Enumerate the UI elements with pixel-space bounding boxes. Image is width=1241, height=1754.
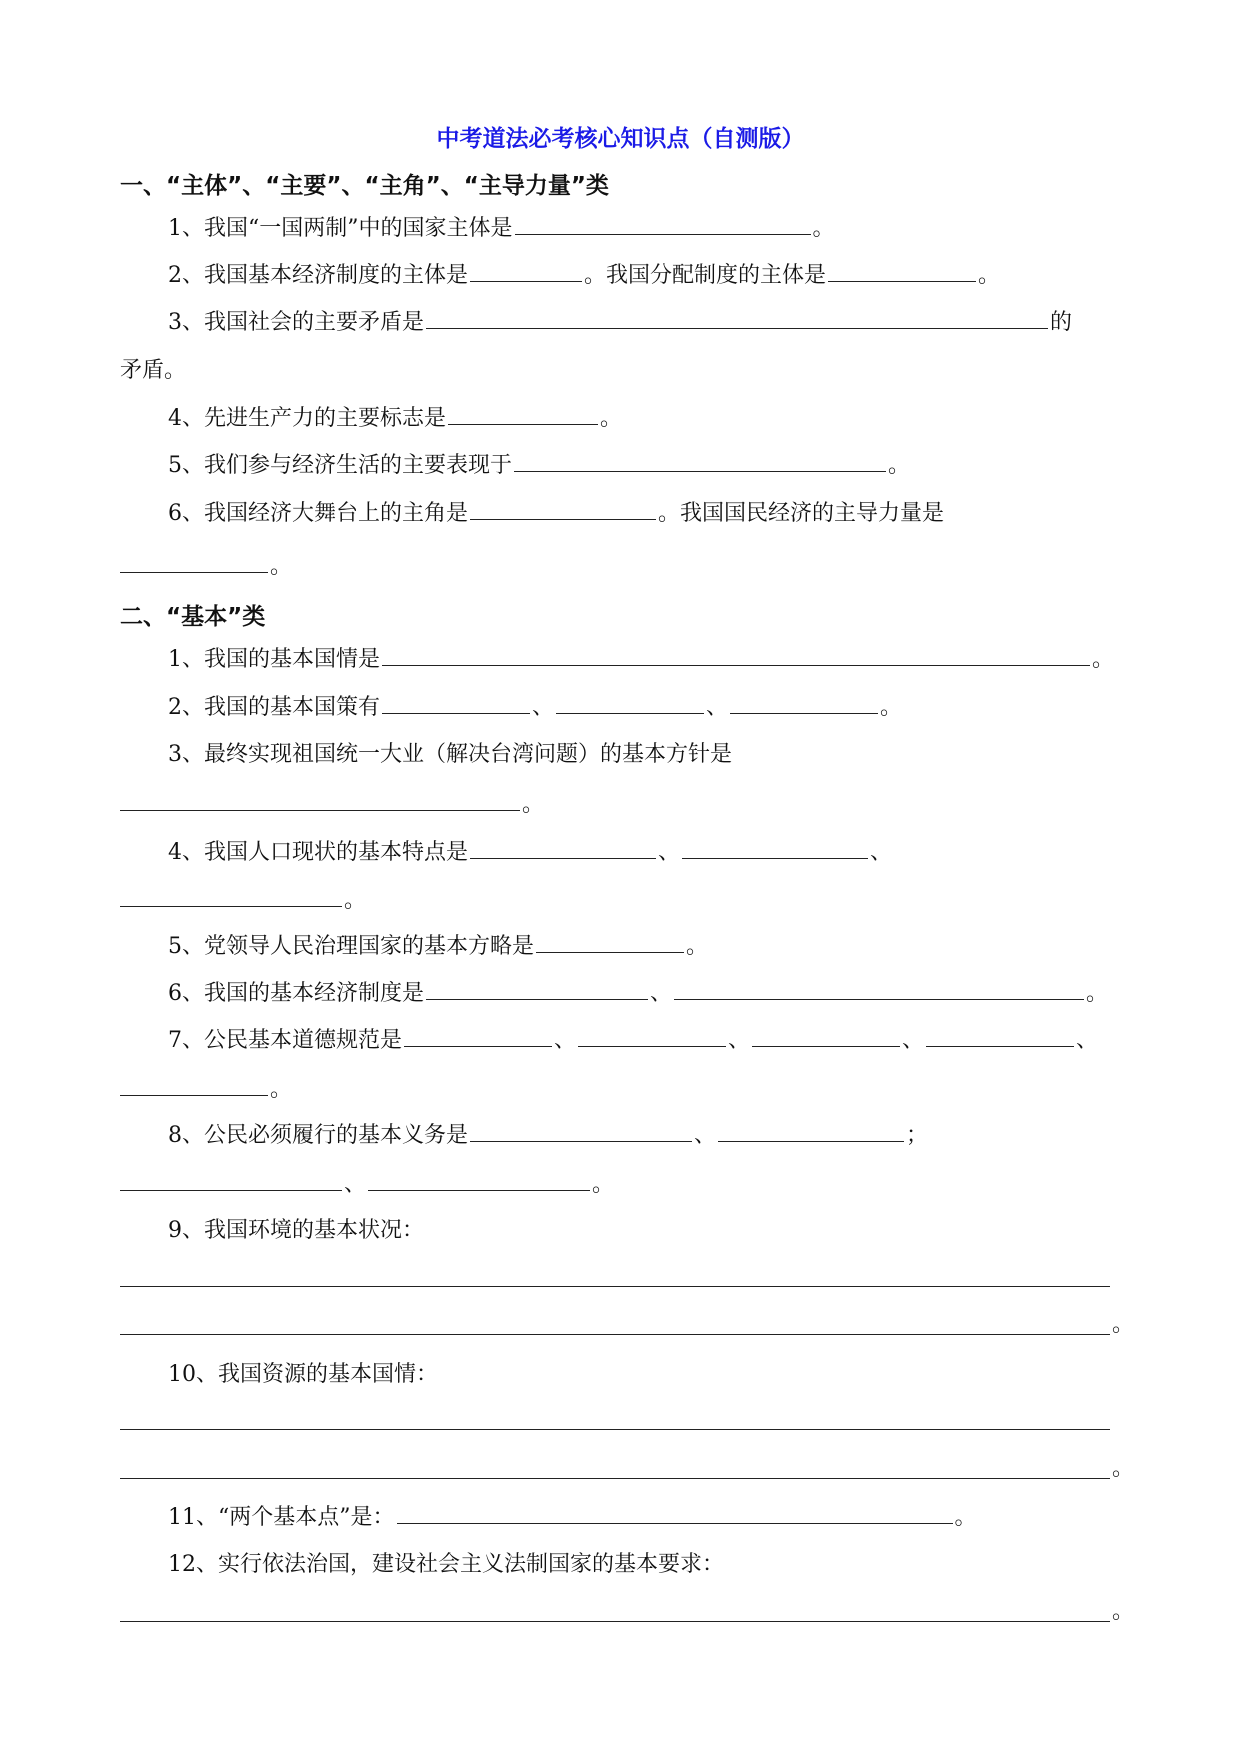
answer-blank[interactable] (120, 1075, 268, 1096)
answer-blank[interactable] (368, 1170, 590, 1191)
question-text: 5、我们参与经济生活的主要表现于 (168, 453, 512, 478)
answer-blank[interactable] (120, 790, 520, 811)
question-1-6-continuation: 。 (120, 552, 292, 582)
answer-blank[interactable] (426, 308, 1048, 329)
question-2-1: 1、我国的基本国情是 。 (168, 647, 1115, 672)
section-heading-2: 二、“基本”类 (120, 604, 266, 630)
answer-line[interactable] (120, 1429, 1110, 1430)
question-2-9: 9、我国环境的基本状况： (168, 1218, 424, 1243)
question-1-5: 5、我们参与经济生活的主要表现于 。 (168, 453, 911, 478)
question-text: 4、先进生产力的主要标志是 (168, 406, 446, 431)
answer-blank[interactable] (515, 214, 811, 235)
question-text: 2、我国的基本国策有 (168, 695, 380, 720)
answer-blank[interactable] (926, 1026, 1074, 1047)
answer-line[interactable] (120, 1334, 1110, 1335)
answer-line[interactable] (120, 1478, 1110, 1479)
question-text: 2、我国基本经济制度的主体是 (168, 263, 468, 288)
period-mark: 。 (1112, 1456, 1135, 1481)
answer-blank[interactable] (514, 451, 886, 472)
question-text: 1、我国“一国两制”中的国家主体是 (168, 216, 513, 241)
page-title: 中考道法必考核心知识点（自测版） (436, 126, 805, 152)
question-1-6 (168, 499, 944, 529)
question-2-12: 12、实行依法治国，建设社会主义法制国家的基本要求： (168, 1552, 724, 1577)
question-2-11: 11、“两个基本点”是： 。 (168, 1505, 977, 1530)
question-text: 6、我国的基本经济制度是 (168, 981, 424, 1006)
question-1-1: 1、我国“一国两制”中的国家主体是 。 (168, 216, 835, 241)
question-1-4: 4、先进生产力的主要标志是 。 (168, 406, 623, 431)
question-2-4-continuation: 。 (120, 886, 366, 916)
question-text: 1、我国的基本国情是 (168, 647, 380, 672)
question-text: 。我国分配制度的主体是 (584, 263, 827, 288)
section-heading-1: 一、“主体”、“主要”、“主角”、“主导力量”类 (120, 173, 609, 199)
answer-blank[interactable] (120, 886, 342, 907)
answer-blank[interactable] (470, 499, 656, 520)
answer-blank[interactable] (828, 261, 976, 282)
question-2-8-continuation: 、 。 (120, 1170, 614, 1200)
question-2-2: 2、我国的基本国策有 、 、 。 (168, 695, 903, 720)
question-2-5: 5、党领导人民治理国家的基本方略是 。 (168, 934, 709, 959)
answer-blank[interactable] (730, 693, 878, 714)
question-text: 8、公民必须履行的基本义务是 (168, 1123, 468, 1148)
question-2-4: 4、我国人口现状的基本特点是 、 、 (168, 840, 893, 865)
question-1-2: 2、我国基本经济制度的主体是 。我国分配制度的主体是 。 (168, 263, 1001, 288)
period-mark: 。 (1112, 1312, 1135, 1337)
question-text: 。我国国民经济的主导力量是 (658, 501, 945, 526)
question-2-7: 7、公民基本道德规范是 、 、 、 、 (168, 1028, 1099, 1053)
answer-blank[interactable] (120, 1170, 342, 1191)
answer-blank[interactable] (397, 1503, 953, 1524)
question-2-7-continuation: 。 (120, 1075, 292, 1105)
answer-blank[interactable] (382, 693, 530, 714)
question-2-3-continuation: 。 (120, 790, 544, 820)
answer-blank[interactable] (470, 261, 582, 282)
question-1-3: 3、我国社会的主要矛盾是 的 (168, 310, 1073, 335)
answer-blank[interactable] (556, 693, 704, 714)
question-text: 3、我国社会的主要矛盾是 (168, 310, 424, 335)
answer-blank[interactable] (404, 1026, 552, 1047)
answer-blank[interactable] (578, 1026, 726, 1047)
answer-blank[interactable] (682, 838, 868, 859)
answer-blank[interactable] (382, 645, 1090, 666)
question-2-10: 10、我国资源的基本国情： (168, 1362, 438, 1387)
answer-blank[interactable] (470, 1121, 692, 1142)
answer-blank[interactable] (752, 1026, 900, 1047)
question-2-8: 8、公民必须履行的基本义务是 、 ； (168, 1123, 929, 1148)
answer-blank[interactable] (674, 979, 1084, 1000)
question-2-6: 6、我国的基本经济制度是 、 。 (168, 981, 1109, 1006)
question-text: 6、我国经济大舞台上的主角是 (168, 501, 468, 526)
question-2-3: 3、最终实现祖国统一大业（解决台湾问题）的基本方针是 (168, 742, 732, 767)
period-mark: 。 (1112, 1599, 1135, 1624)
answer-blank[interactable] (718, 1121, 904, 1142)
answer-blank[interactable] (536, 932, 684, 953)
question-text: 11、“两个基本点”是： (168, 1505, 395, 1530)
question-text: 4、我国人口现状的基本特点是 (168, 840, 468, 865)
answer-blank[interactable] (120, 552, 268, 573)
answer-line[interactable] (120, 1621, 1110, 1622)
answer-blank[interactable] (470, 838, 656, 859)
answer-blank[interactable] (426, 979, 648, 1000)
answer-blank[interactable] (448, 404, 598, 425)
question-text: 7、公民基本道德规范是 (168, 1028, 402, 1053)
answer-line[interactable] (120, 1286, 1110, 1287)
question-text: 5、党领导人民治理国家的基本方略是 (168, 934, 534, 959)
question-1-3-continuation: 矛盾。 (120, 358, 187, 383)
